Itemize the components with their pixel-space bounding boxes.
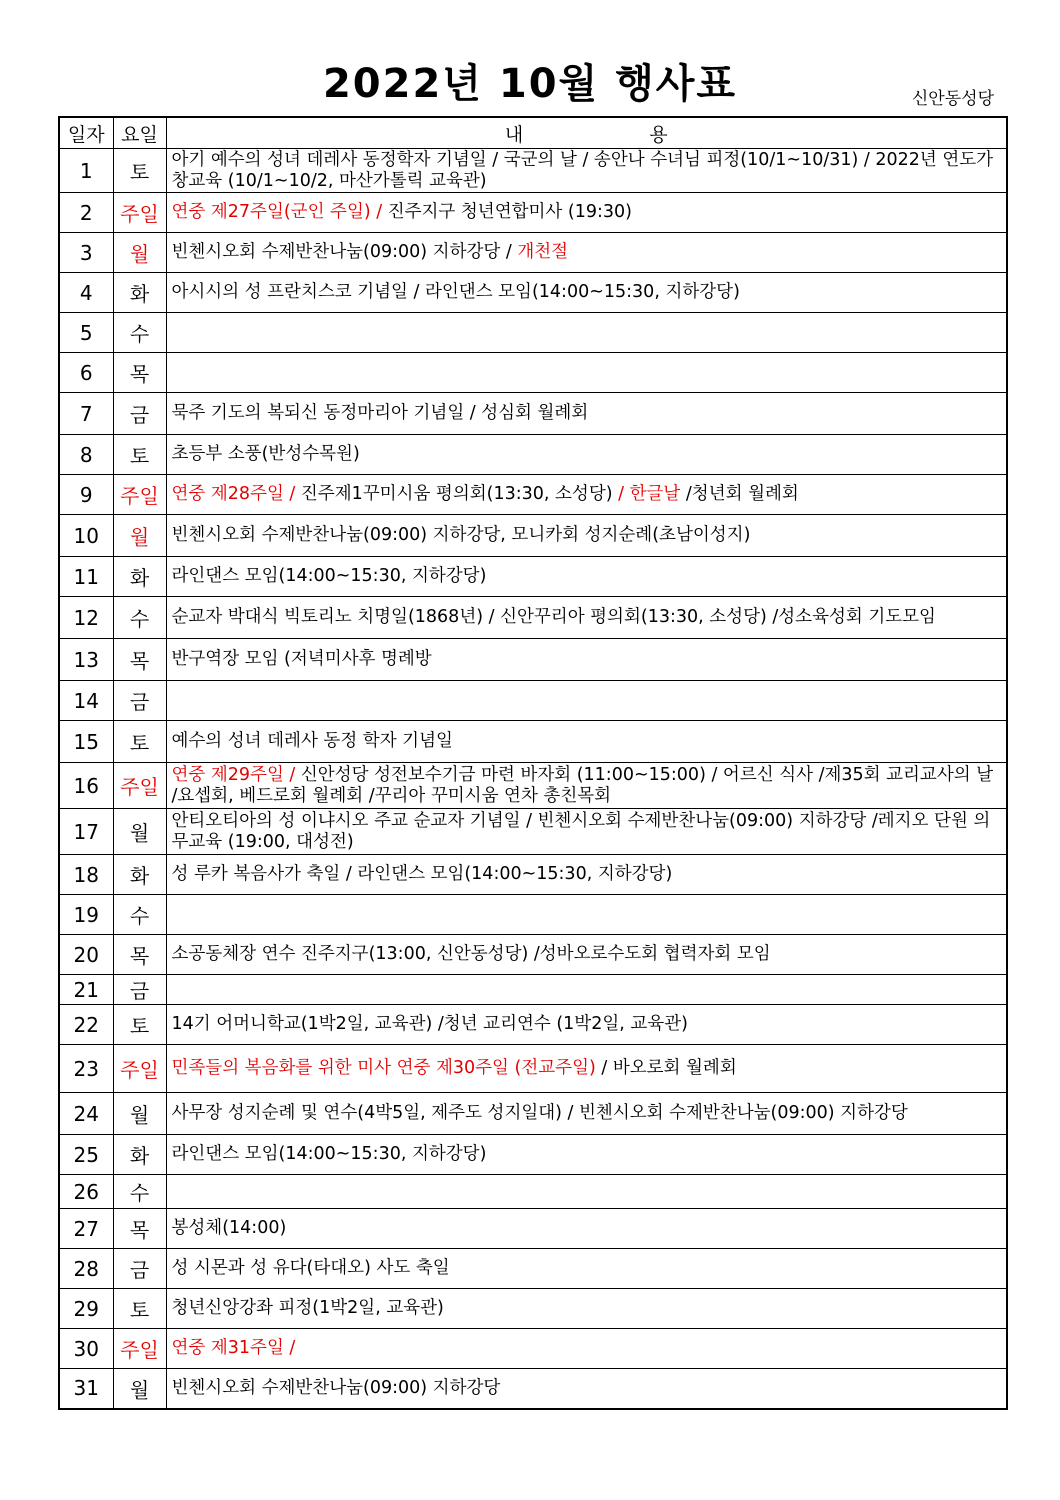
table-row <box>59 855 1007 895</box>
row-content <box>166 855 1007 895</box>
row-content <box>166 1135 1007 1175</box>
highlighted-event-text: 연중 제29주일 / <box>171 764 301 785</box>
row-date: 26 <box>59 1175 113 1209</box>
parish-name: 신안동성당 <box>911 89 994 109</box>
table-row <box>59 639 1007 681</box>
event-text: 소공동체장 연수 진주지구(13:00, 신안동성당) /성바오로수도회 협력자회 모임 <box>171 944 771 964</box>
table-row <box>59 149 1007 193</box>
table-row <box>59 597 1007 639</box>
header-day: 요일 <box>113 117 166 149</box>
row-date: 30 <box>59 1329 113 1369</box>
row-day: 목 <box>113 1209 166 1249</box>
event-text: 예수의 성녀 데레사 동정 학자 기념일 <box>171 731 453 751</box>
row-day: 금 <box>113 1249 166 1289</box>
event-text: 묵주 기도의 복되신 동정마리아 기념일 / 성심회 월례회 <box>171 403 589 423</box>
row-content <box>166 721 1007 763</box>
table-row <box>59 233 1007 273</box>
row-date: 20 <box>59 935 113 975</box>
event-text: 청년신앙강좌 피정(1박2일, 교육관) <box>171 1298 444 1318</box>
table-row <box>59 1093 1007 1135</box>
row-day: 월 <box>113 809 166 855</box>
row-date: 10 <box>59 515 113 557</box>
table-row <box>59 1289 1007 1329</box>
row-day: 금 <box>113 975 166 1005</box>
event-text: 봉성체(14:00) <box>171 1218 287 1238</box>
row-date: 22 <box>59 1005 113 1045</box>
row-day: 토 <box>113 1289 166 1329</box>
row-content <box>166 313 1007 353</box>
table-row <box>59 681 1007 721</box>
row-date: 15 <box>59 721 113 763</box>
row-content <box>166 895 1007 935</box>
event-text: 진주지구 청년연합미사 (19:30) <box>387 202 632 222</box>
event-text: /청년회 월례회 <box>685 484 799 504</box>
event-text: 라인댄스 모임(14:00~15:30, 지하강당) <box>171 1144 487 1164</box>
row-date: 31 <box>59 1369 113 1409</box>
row-day: 주일 <box>113 193 166 233</box>
row-day: 화 <box>113 273 166 313</box>
row-day: 주일 <box>113 1329 166 1369</box>
row-day: 주일 <box>113 1045 166 1093</box>
row-content <box>166 1289 1007 1329</box>
row-content <box>166 475 1007 515</box>
row-date: 16 <box>59 763 113 809</box>
row-date: 24 <box>59 1093 113 1135</box>
row-day: 월 <box>113 515 166 557</box>
event-schedule-table <box>58 116 1008 1410</box>
row-day: 토 <box>113 1005 166 1045</box>
highlighted-event-text: 개천절 <box>517 242 569 262</box>
row-content <box>166 435 1007 475</box>
row-content <box>166 1045 1007 1093</box>
row-day: 수 <box>113 597 166 639</box>
row-date: 4 <box>59 273 113 313</box>
header-content: 내 용 <box>166 117 1007 149</box>
highlighted-event-text: / 한글날 <box>618 484 686 504</box>
row-content <box>166 809 1007 855</box>
row-day: 수 <box>113 313 166 353</box>
event-text: 신안성당 성전보수기금 마련 바자회 (11:00~15:00) / 어르신 식사 /제35회 교리교사의 날 /요셉회, 베드로회 월례회 /꾸리아 꾸미시움 연차 총친목회 <box>171 764 994 806</box>
event-text: 빈첸시오회 수제반찬나눔(09:00) 지하강당 <box>171 1377 501 1398</box>
row-date: 13 <box>59 639 113 681</box>
table-row <box>59 1135 1007 1175</box>
table-header-row <box>59 117 1007 149</box>
row-day: 화 <box>113 1135 166 1175</box>
row-content <box>166 233 1007 273</box>
row-date: 14 <box>59 681 113 721</box>
row-day: 금 <box>113 681 166 721</box>
row-content <box>166 515 1007 557</box>
row-date: 28 <box>59 1249 113 1289</box>
row-date: 3 <box>59 233 113 273</box>
row-content <box>166 1093 1007 1135</box>
table-row <box>59 435 1007 475</box>
event-text: / 바오로회 월례회 <box>601 1058 737 1078</box>
row-date: 21 <box>59 975 113 1005</box>
event-text: 진주제1꾸미시움 평의회(13:30, 소성당) <box>300 484 619 504</box>
event-text: 성 루카 복음사가 축일 / 라인댄스 모임(14:00~15:30, 지하강당) <box>171 864 673 884</box>
row-day: 주일 <box>113 763 166 809</box>
event-text: 성 시몬과 성 유다(타대오) 사도 축일 <box>171 1258 450 1278</box>
row-date: 29 <box>59 1289 113 1329</box>
row-date: 8 <box>59 435 113 475</box>
row-content <box>166 353 1007 393</box>
table-row <box>59 557 1007 597</box>
event-text: 14기 어머니학교(1박2일, 교육관) /청년 교리연수 (1박2일, 교육관) <box>171 1014 688 1034</box>
row-content <box>166 1249 1007 1289</box>
table-row <box>59 1249 1007 1289</box>
table-row <box>59 895 1007 935</box>
row-content <box>166 557 1007 597</box>
row-day: 월 <box>113 1093 166 1135</box>
table-row <box>59 1175 1007 1209</box>
row-content <box>166 393 1007 435</box>
table-row <box>59 353 1007 393</box>
row-date: 19 <box>59 895 113 935</box>
row-date: 7 <box>59 393 113 435</box>
table-row <box>59 935 1007 975</box>
row-day: 토 <box>113 721 166 763</box>
row-date: 5 <box>59 313 113 353</box>
table-row <box>59 1369 1007 1409</box>
row-day: 목 <box>113 639 166 681</box>
row-date: 18 <box>59 855 113 895</box>
row-day: 화 <box>113 557 166 597</box>
event-text: 순교자 박대식 빅토리노 치명일(1868년) / 신안꾸리아 평의회(13:30, 소성당) /성소육성회 기도모임 <box>171 607 936 627</box>
event-text: 아시시의 성 프란치스코 기념일 / 라인댄스 모임(14:00~15:30, 지하강당) <box>171 282 740 302</box>
event-text: 반구역장 모임 (저녁미사후 명례방 <box>171 649 432 669</box>
event-text: 사무장 성지순례 및 연수(4박5일, 제주도 성지일대) / 빈첸시오회 수제반찬나눔(09:00) 지하강당 <box>171 1103 908 1123</box>
highlighted-event-text: 연중 제27주일(군인 주일) / <box>171 202 388 222</box>
row-content <box>166 1329 1007 1369</box>
row-day: 월 <box>113 1369 166 1409</box>
row-content <box>166 1175 1007 1209</box>
page-title: 2022년 10월 행사표 <box>322 61 738 107</box>
header-date: 일자 <box>59 117 113 149</box>
row-day: 주일 <box>113 475 166 515</box>
row-date: 23 <box>59 1045 113 1093</box>
row-date: 1 <box>59 149 113 193</box>
row-day: 월 <box>113 233 166 273</box>
row-day: 토 <box>113 149 166 193</box>
table-row <box>59 273 1007 313</box>
row-content <box>166 935 1007 975</box>
row-date: 25 <box>59 1135 113 1175</box>
table-row <box>59 515 1007 557</box>
row-content <box>166 1369 1007 1409</box>
row-day: 토 <box>113 435 166 475</box>
table-row <box>59 1045 1007 1093</box>
row-day: 수 <box>113 895 166 935</box>
row-date: 2 <box>59 193 113 233</box>
row-content <box>166 639 1007 681</box>
row-day: 목 <box>113 353 166 393</box>
row-day: 금 <box>113 393 166 435</box>
table-row <box>59 313 1007 353</box>
event-text: 빈첸시오회 수제반찬나눔(09:00) 지하강당 / <box>171 242 518 262</box>
table-row <box>59 975 1007 1005</box>
row-content <box>166 1005 1007 1045</box>
highlighted-event-text: 연중 제28주일 / <box>171 484 301 504</box>
row-content <box>166 597 1007 639</box>
event-text: 아기 예수의 성녀 데레사 동정학자 기념일 / 국군의 날 / 송안나 수녀님 피정(10/1~10/31) / 2022년 연도가창교육 (10/1~10/2, 마산가톨릭 교육관) <box>171 149 994 191</box>
row-date: 12 <box>59 597 113 639</box>
table-row <box>59 193 1007 233</box>
table-row <box>59 475 1007 515</box>
row-content <box>166 975 1007 1005</box>
event-text: 라인댄스 모임(14:00~15:30, 지하강당) <box>171 566 487 586</box>
row-date: 9 <box>59 475 113 515</box>
row-content <box>166 149 1007 193</box>
table-row <box>59 1005 1007 1045</box>
row-content <box>166 1209 1007 1249</box>
table-row <box>59 809 1007 855</box>
table-row <box>59 1329 1007 1369</box>
event-text: 안티오티아의 성 이냐시오 주교 순교자 기념일 / 빈첸시오회 수제반찬나눔(09:00) 지하강당 /레지오 단원 의무교육 (19:00, 대성전) <box>171 810 991 852</box>
highlighted-event-text: 연중 제31주일 / <box>171 1338 296 1358</box>
table-row <box>59 721 1007 763</box>
event-text: 초등부 소풍(반성수목원) <box>171 444 360 464</box>
table-row <box>59 763 1007 809</box>
row-date: 11 <box>59 557 113 597</box>
table-row <box>59 393 1007 435</box>
table-row <box>59 1209 1007 1249</box>
row-day: 화 <box>113 855 166 895</box>
row-date: 27 <box>59 1209 113 1249</box>
row-content <box>166 193 1007 233</box>
highlighted-event-text: 민족들의 복음화를 위한 미사 연중 제30주일 (전교주일) <box>171 1058 602 1078</box>
schedule-rows <box>59 149 1007 1409</box>
row-content <box>166 681 1007 721</box>
row-date: 17 <box>59 809 113 855</box>
row-date: 6 <box>59 353 113 393</box>
row-day: 수 <box>113 1175 166 1209</box>
row-content <box>166 763 1007 809</box>
row-content <box>166 273 1007 313</box>
row-day: 목 <box>113 935 166 975</box>
event-text: 빈첸시오회 수제반찬나눔(09:00) 지하강당, 모니카회 성지순례(초남이성지) <box>171 525 751 545</box>
